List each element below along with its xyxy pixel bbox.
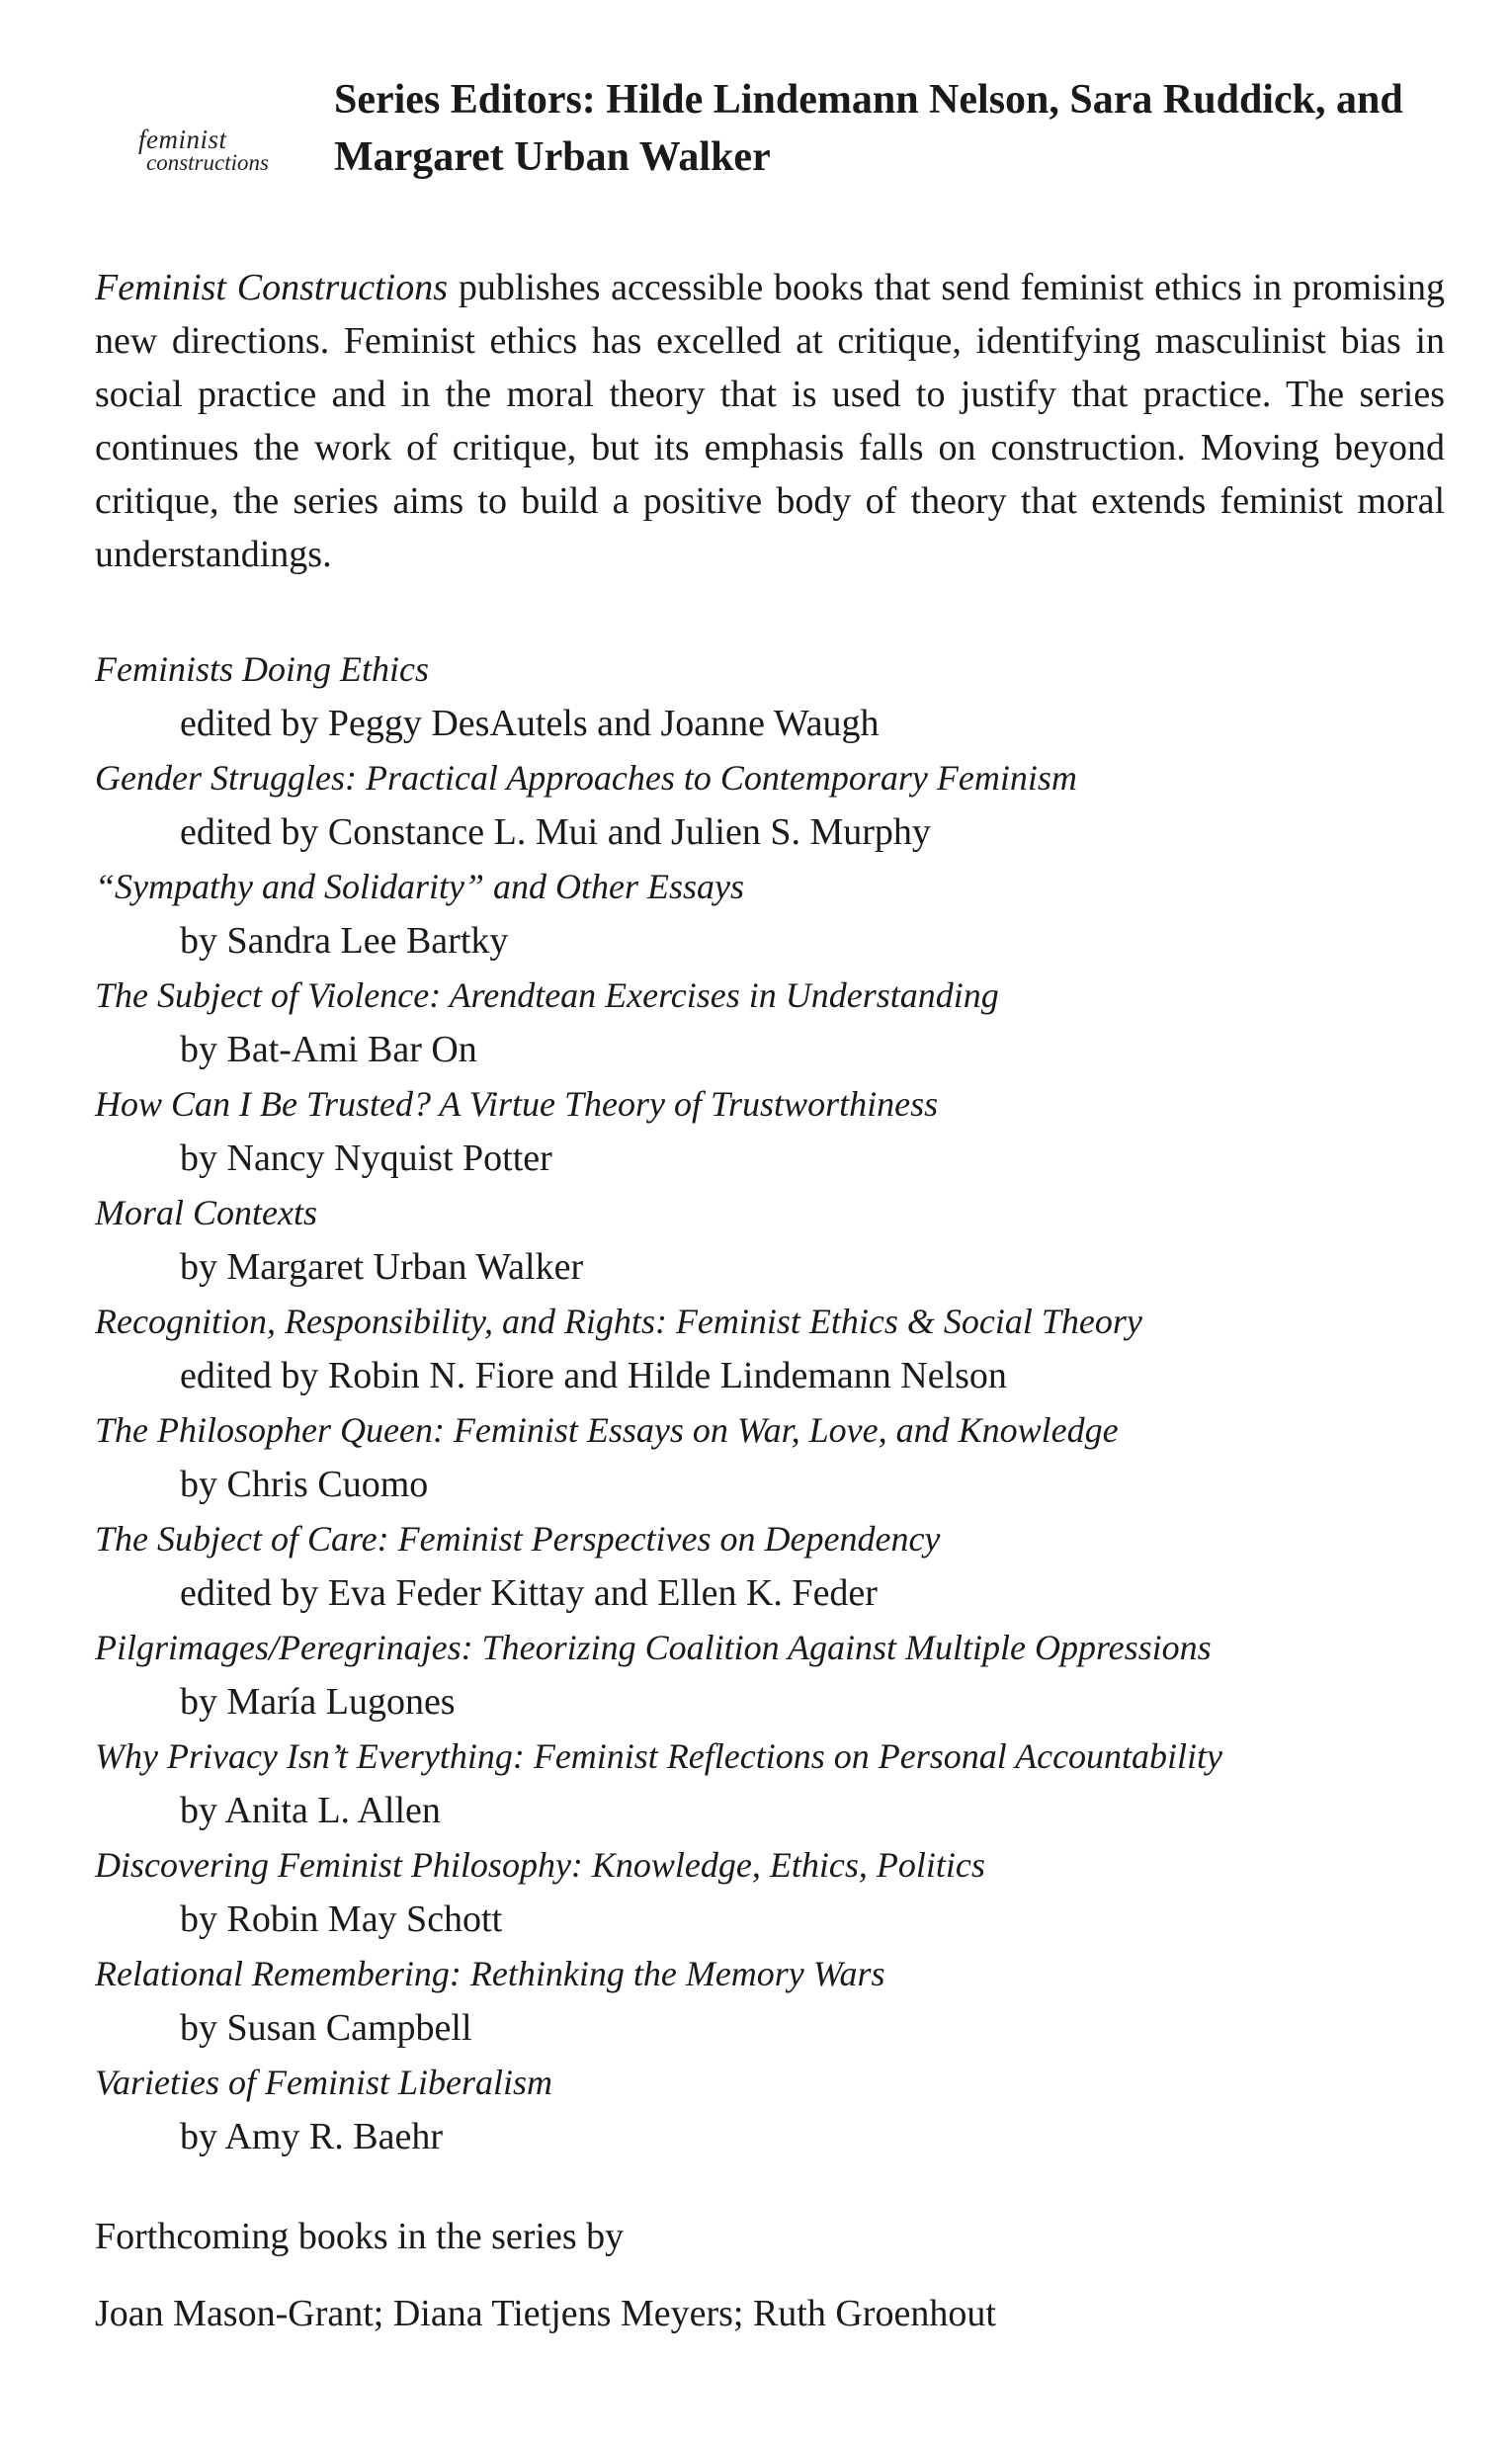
book-author: by Anita L. Allen [180,1790,441,1831]
book-entry [95,1838,1478,1947]
book-entry [95,642,1478,751]
series-description [95,261,1445,581]
book-title: The Subject of Violence: Arendtean Exercises in Understanding [95,975,999,1015]
book-title: Discovering Feminist Philosophy: Knowledge, Ethics, Politics [95,1845,985,1885]
book-author: by María Lugones [180,1681,456,1723]
book-title: Pilgrimages/Peregrinajes: Theorizing Coalition Against Multiple Oppressions [95,1628,1212,1667]
book-title: Why Privacy Isn’t Everything: Feminist Reflections on Personal Accountability [95,1736,1223,1776]
book-title: Gender Struggles: Practical Approaches to Contemporary Feminism [95,758,1077,798]
book-title: “Sympathy and Solidarity” and Other Essays [95,867,744,906]
book-entry [95,1947,1478,2056]
book-author: edited by Peggy DesAutels and Joanne Waugh [180,703,880,744]
series-description-text: publishes accessible books that send feminist ethics in promising new directions. Feminist ethics has excelled at critique, identifying masculinist bias in social practice and in the moral theory that is used to justify that practice. The series continues the work of critique, but its emphasis falls on construction. Moving beyond critique, the series aims to build a positive body of theory that extends feminist moral understandings. [95,267,1445,575]
book-author: by Sandra Lee Bartky [180,920,509,962]
series-editors-heading: Series Editors: Hilde Lindemann Nelson, Sara Ruddick, and Margaret Urban Walker [334,77,1403,180]
book-entry [95,1186,1478,1295]
book-title: Relational Remembering: Rethinking the Memory Wars [95,1954,885,1993]
book-title: The Philosopher Queen: Feminist Essays on War, Love, and Knowledge [95,1410,1119,1450]
book-entry [95,1621,1478,1729]
book-entry [95,969,1478,1077]
book-author: by Amy R. Baehr [180,2116,443,2157]
book-entry [95,1077,1478,1186]
logo-line-constructions: constructions [146,150,269,175]
book-entry [95,1729,1478,1838]
book-title: Varieties of Feminist Liberalism [95,2063,552,2102]
book-title: The Subject of Care: Feminist Perspectives on Dependency [95,1519,941,1559]
forthcoming-authors: Joan Mason-Grant; Diana Tietjens Meyers; Ruth Groenhout [95,2293,996,2334]
book-title: Feminists Doing Ethics [95,649,429,689]
book-entry [95,1512,1478,1621]
book-title: Moral Contexts [95,1193,317,1232]
book-author: edited by Robin N. Fiore and Hilde Lindemann Nelson [180,1355,1007,1396]
book-entry [95,751,1478,860]
series-name: Feminist Constructions [95,267,449,308]
book-entry [95,860,1478,969]
book-author: by Bat-Ami Bar On [180,1029,477,1070]
series-logo [138,127,336,174]
logo-line-feminist: feminist [138,125,227,154]
book-entry [95,1295,1478,1403]
book-author: edited by Eva Feder Kittay and Ellen K. Feder [180,1572,878,1614]
book-entry [95,1403,1478,1512]
book-author: by Margaret Urban Walker [180,1246,584,1288]
book-list [95,642,1478,2164]
book-author: by Robin May Schott [180,1898,503,1940]
book-author: edited by Constance L. Mui and Julien S. Murphy [180,811,931,853]
book-title: Recognition, Responsibility, and Rights: Feminist Ethics & Social Theory [95,1302,1142,1341]
book-title: How Can I Be Trusted? A Virtue Theory of Trustworthiness [95,1084,939,1124]
forthcoming-label: Forthcoming books in the series by [95,2216,625,2257]
book-author: by Chris Cuomo [180,1464,429,1505]
book-entry [95,2056,1478,2164]
book-author: by Nancy Nyquist Potter [180,1138,552,1179]
book-author: by Susan Campbell [180,2007,472,2049]
